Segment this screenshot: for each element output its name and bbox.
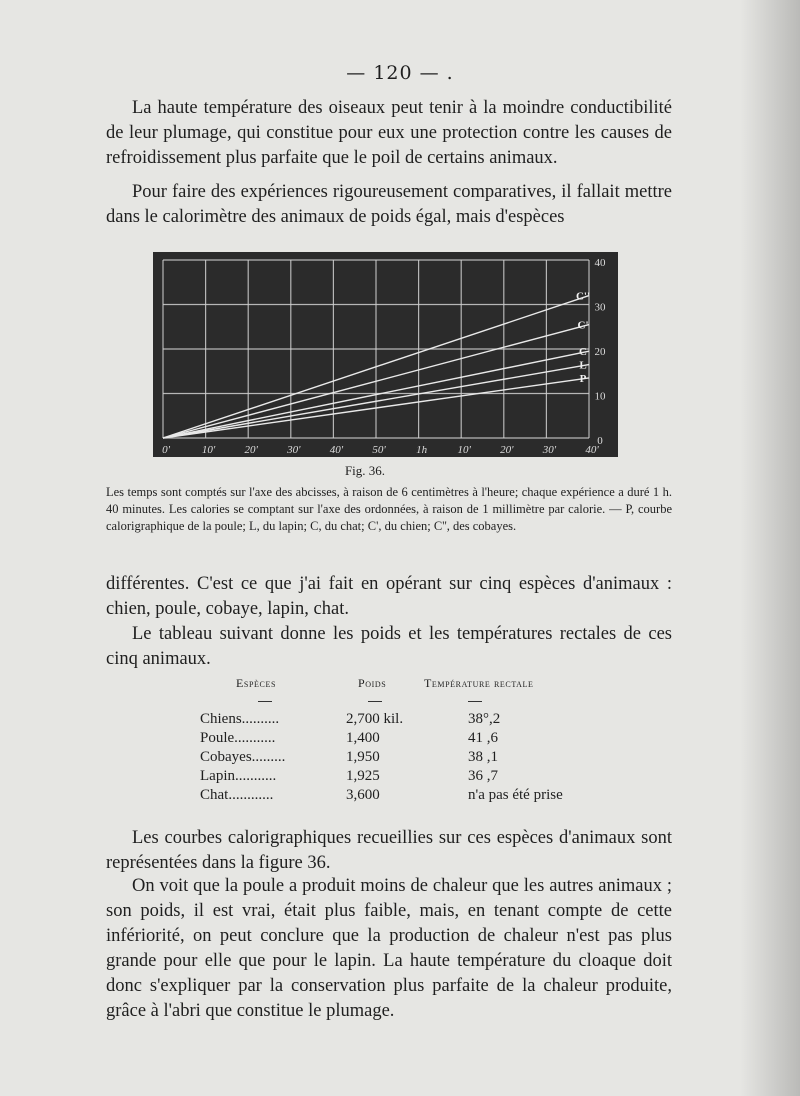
- weight-cell: 2,700 kil.: [346, 711, 404, 727]
- x-tick-label: 0': [162, 444, 170, 456]
- x-tick-label: 30': [542, 444, 557, 456]
- x-tick-label: 20': [244, 444, 258, 456]
- y-tick-label: 30: [594, 301, 606, 314]
- paragraph-1: [106, 96, 672, 171]
- paragraph-4: [106, 622, 672, 672]
- table-header-species: Espèces: [236, 676, 276, 690]
- series-label: C': [577, 319, 589, 332]
- y-tick-label: 10: [594, 390, 606, 403]
- weight-cell: 3,600: [346, 787, 380, 803]
- series-label: L: [579, 359, 587, 372]
- weight-cell: 1,950: [346, 749, 380, 765]
- x-tick-label: 40': [585, 444, 599, 456]
- paragraph-1-text: La haute température des oiseaux peut tenir à la moindre conductibilité de leur plumage, qui constitue pour eux une protection contre les causes de refroidissement plus parfaite que le poil de certains animaux.: [106, 98, 672, 168]
- paragraph-4-text: Le tableau suivant donne les poids et les températures rectales de ces cinq animaux.: [106, 624, 672, 669]
- x-tick-label: 30': [287, 444, 301, 456]
- temperature-cell: 38°,2: [468, 711, 501, 727]
- header-dash: [468, 701, 482, 702]
- figure-caption: Les temps sont comptés sur l'axe des abcisses, à raison de 6 centimètres à l'heure; chaque expérience a duré 1 h. 40 minutes. Les calories se comptant sur l'axe des ordonnées, à raison de 1 millimètre par calorie. — P, courbe calorigraphique de la poule; L, du lapin; C, du chat; C', du chien; C'', des cobayes.: [106, 485, 672, 533]
- temperature-cell: n'a pas été prise: [468, 787, 563, 803]
- paragraph-5: [106, 826, 672, 876]
- y-tick-label: 0: [597, 435, 603, 447]
- series-label: C'': [575, 290, 591, 303]
- series-label: C: [579, 346, 587, 359]
- calorigraph-figure: [153, 252, 618, 457]
- calorigraph-chart: [153, 252, 618, 457]
- header-dash: [368, 701, 382, 702]
- paragraph-3: différentes. C'est ce que j'ai fait en opérant sur cinq espèces d'animaux : chien, poule, cobaye, lapin, chat.: [106, 574, 672, 619]
- page-number: — 120 — .: [346, 62, 454, 84]
- species-cell: Lapin...........: [200, 768, 277, 784]
- paragraph-6-text: On voit que la poule a produit moins de chaleur que les autres animaux ; son poids, il est vrai, était plus faible, mais, en tenant compte de cette infériorité, on peut conclure que la production de chaleur n'est pas plus grande pour elle que pour le lapin. La haute température du cloaque doit donc s'expliquer par la conservation plus parfaite de la chaleur produite, grâce à l'abri que constitue le plumage.: [106, 876, 672, 1021]
- x-tick-label: 50': [372, 444, 386, 456]
- x-tick-label: 1h: [416, 444, 428, 456]
- y-tick-label: 40: [594, 257, 606, 269]
- page-edge-shadow: [740, 0, 800, 1096]
- weight-cell: 1,925: [346, 768, 380, 784]
- species-cell: Chiens..........: [200, 711, 280, 727]
- paragraph-2: [106, 180, 672, 230]
- y-tick-label: 20: [594, 346, 606, 358]
- temperature-cell: 41 ,6: [468, 730, 498, 746]
- x-tick-label: 20': [500, 444, 514, 456]
- temperature-cell: 36 ,7: [468, 768, 498, 784]
- series-label: P: [579, 372, 587, 385]
- figure-label: Fig. 36.: [344, 463, 386, 478]
- species-cell: Cobayes.........: [200, 749, 286, 765]
- header-dash: [258, 701, 272, 702]
- weight-cell: 1,400: [346, 730, 380, 746]
- table-header-weight: Poids: [358, 676, 387, 690]
- x-tick-label: 40': [329, 444, 344, 456]
- x-tick-label: 10': [457, 444, 471, 456]
- temperature-cell: 38 ,1: [468, 749, 498, 765]
- paragraph-2-text: Pour faire des expériences rigoureusement comparatives, il fallait mettre dans le calorimètre des animaux de poids égal, mais d'espèces: [106, 182, 672, 227]
- paragraph-6: [106, 874, 672, 1024]
- species-cell: Poule...........: [200, 730, 276, 746]
- x-tick-label: 10': [201, 444, 216, 456]
- paragraph-5-text: Les courbes calorigraphiques recueillies sur ces espèces d'animaux sont représentées dans la figure 36.: [106, 828, 672, 873]
- table-header-temperature: Température rectale: [424, 676, 534, 690]
- species-cell: Chat............: [200, 787, 274, 803]
